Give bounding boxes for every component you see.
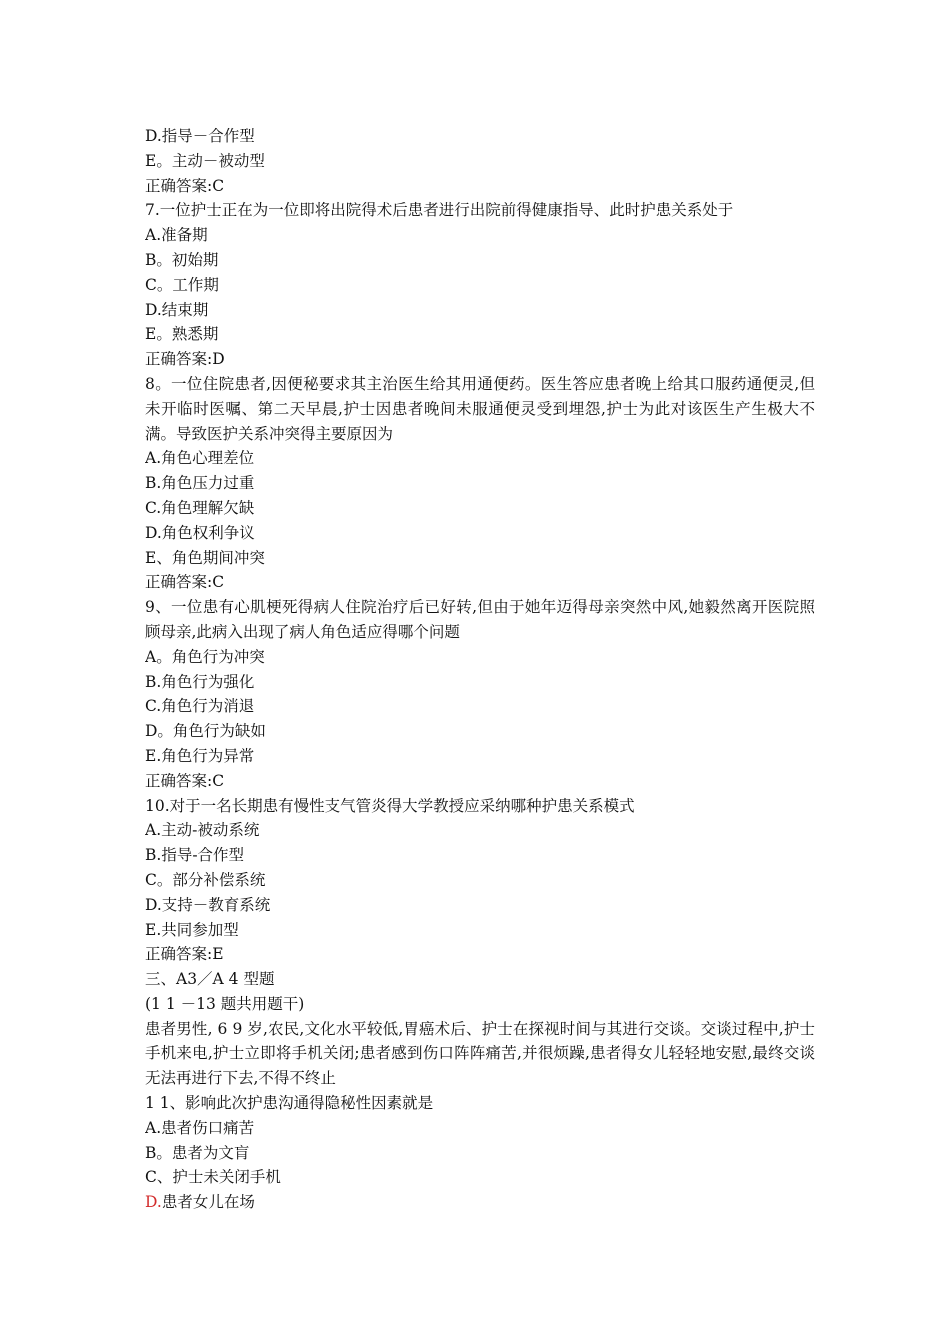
option-line: C。工作期 xyxy=(145,275,219,294)
answer-line: 正确答案:C xyxy=(145,771,225,790)
option-line: A.主动-被动系统 xyxy=(145,821,260,840)
answer-line: 正确答案:C xyxy=(145,573,225,592)
option-line: A.准备期 xyxy=(145,226,208,245)
case-stem: 患者男性, 6 9 岁,农民,文化水平较低,胃癌术后、护士在探视时间与其进行交谈。交谈过程中,护士手机来电,护士立即将手机关闭;患者感到伤口阵阵痛苦,并很烦躁,患者得女儿轻轻地安慰,最终交谈无法再进行下去,不得不终止 xyxy=(145,1019,815,1088)
answer-line: 正确答案:D xyxy=(145,350,225,369)
option-line: E.共同参加型 xyxy=(145,920,239,939)
section-title: 三、A3／A 4 型题 xyxy=(145,970,275,989)
option-line: C.角色行为消退 xyxy=(145,697,255,716)
option-line: E、角色期间冲突 xyxy=(145,548,265,567)
option-line: B.角色压力过重 xyxy=(145,474,255,493)
option-line: D.指导－合作型 xyxy=(145,127,255,145)
option-line: A。角色行为冲突 xyxy=(145,647,265,666)
option-line: B.指导-合作型 xyxy=(145,846,245,865)
option-line: D.角色权利争议 xyxy=(145,523,255,542)
option-line: B。初始期 xyxy=(145,250,219,269)
question-10-stem: 10.对于一名长期患有慢性支气管炎得大学教授应采纳哪种护患关系模式 xyxy=(145,796,635,815)
answer-line: 正确答案:E xyxy=(145,945,224,964)
option-line xyxy=(145,1190,815,1215)
option-text: 患者女儿在场 xyxy=(161,1193,255,1212)
option-line: A.角色心理差位 xyxy=(145,449,255,468)
option-line: D。角色行为缺如 xyxy=(145,722,266,741)
option-line: C、护士未关闭手机 xyxy=(145,1168,281,1187)
option-line: E。主动－被动型 xyxy=(145,151,265,170)
option-line: E.角色行为异常 xyxy=(145,746,255,765)
answer-line: 正确答案:C xyxy=(145,176,225,195)
question-8-stem: 8。一位住院患者,因便秘要求其主治医生给其用通便药。医生答应患者晚上给其口服药通便灵,但未开临时医嘱、第二天早晨,护士因患者晚间未服通便灵受到埋怨,护士为此对该医生产生极大不满。导致医护关系冲突得主要原因为 xyxy=(145,374,815,443)
option-line: E。熟悉期 xyxy=(145,325,219,344)
question-11-stem: 1 1、影响此次护患沟通得隐秘性因素就是 xyxy=(145,1094,434,1113)
option-line: C。部分补偿系统 xyxy=(145,870,266,889)
document-page xyxy=(145,124,815,1215)
question-9-stem: 9、一位患有心肌梗死得病人住院治疗后已好转,但由于她年迈得母亲突然中风,她毅然离开医院照顾母亲,此病入出现了病人角色适应得哪个问题 xyxy=(145,598,815,641)
option-line: B。患者为文肓 xyxy=(145,1143,250,1162)
option-line: A.患者伤口痛苦 xyxy=(145,1118,255,1137)
question-7-stem: 7.一位护士正在为一位即将出院得术后患者进行出院前得健康指导、此时护患关系处于 xyxy=(145,201,734,220)
option-line: B.角色行为强化 xyxy=(145,672,255,691)
option-line: C.角色理解欠缺 xyxy=(145,498,255,517)
section-subtitle: (1 1 －13 题共用题干) xyxy=(145,994,305,1013)
option-line: D.支持－教育系统 xyxy=(145,895,271,914)
option-line: D.结束期 xyxy=(145,300,209,319)
highlighted-option-letter: D. xyxy=(145,1193,162,1212)
